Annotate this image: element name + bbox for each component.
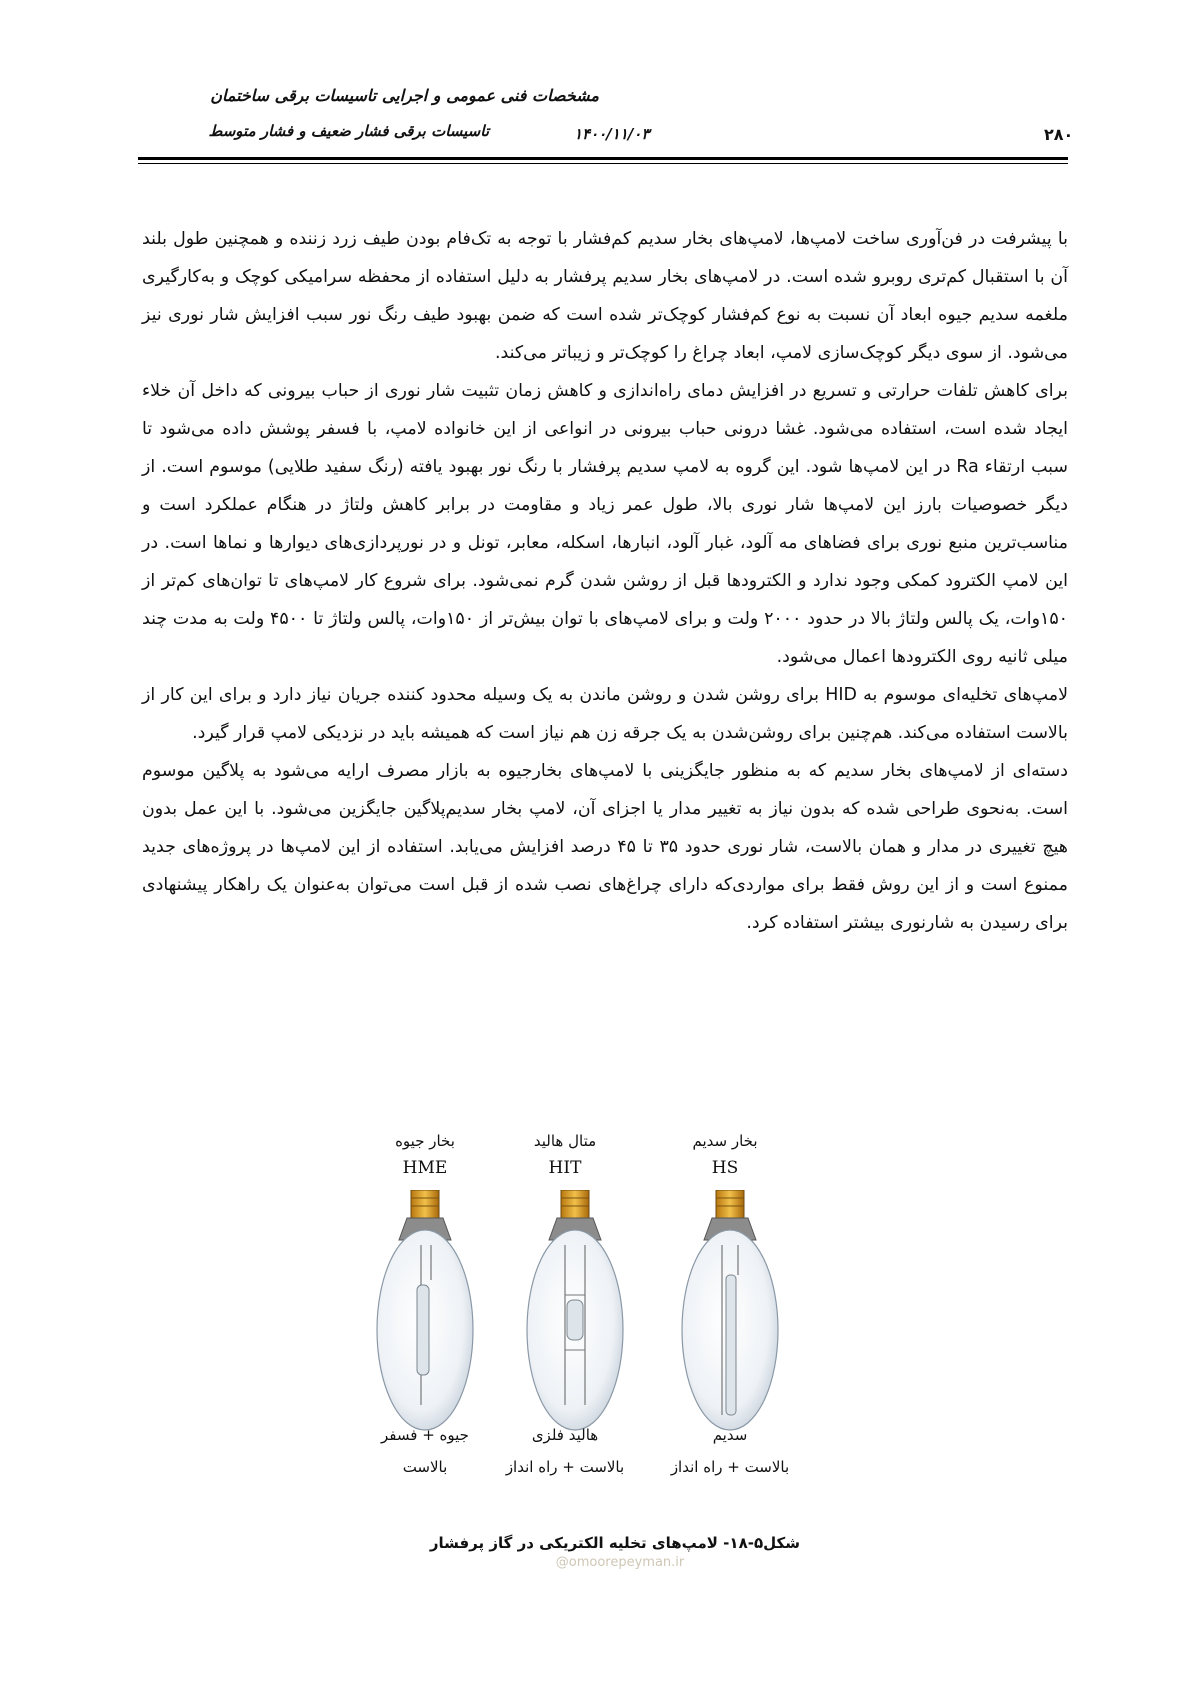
lamp-type-label: متال هالید [533, 1132, 597, 1150]
lamp-component-label: جیوه + فسفر [381, 1426, 469, 1444]
lamp-code-label: HIT [548, 1158, 582, 1178]
paragraph: دسته‌ای از لامپ‌های بخار سدیم که به منظور جایگزینی با لامپ‌های بخارجیوه به بازار مصرف ارایه می‌شود به پلاگین موسوم است. به‌نحوی طراحی شده که بدون نیاز به تغییر مدار یا اجزای آن، لامپ بخار سدیم‌پلاگین جایگزین می‌شود. با این عمل بدون هیچ تغییری در مدار و همان بالاست، شار نوری حدود ۳۵ تا ۴۵ درصد افزایش می‌یابد. استفاده از این لامپ‌ها در پروژه‌های جدید ممنوع است و از این روش فقط برای مواردی‌که دارای چراغ‌های نصب شده از قبل است می‌توان به‌عنوان یک راهکار پیشنهادی برای رسیدن به شارنوری بیشتر استفاده کرد. [142, 761, 1068, 933]
figure-caption: شکل۵-۱۸- لامپ‌های تخلیه الکتریکی در گاز پرفشار [429, 1534, 800, 1552]
lamp-figure [380, 1132, 850, 1510]
header-rule-thick [138, 157, 1068, 160]
header-title: مشخصات فنی عمومی و اجرایی تاسیسات برقی ساختمان [210, 86, 599, 105]
lamp-illustration [370, 1190, 790, 1450]
header-date: ۱۴۰۰/۱۱/۰۳ [574, 125, 650, 143]
lamp-component-label: سدیم [712, 1426, 748, 1444]
lamp-gear-label: بالاست + راه انداز [505, 1458, 625, 1476]
paragraph: برای کاهش تلفات حرارتی و تسریع در افزایش دمای راه‌اندازی و کاهش زمان تثبیت شار نوری از حباب بیرونی که داخل آن خلاء ایجاد شده است، استفاده می‌شود. غشا درونی حباب بیرونی در انواعی از این خانواده لامپ، با فسفر پوشش داده می‌شود تا سبب ارتقاء Ra در این لامپ‌ها شود. این گروه به لامپ سدیم پرفشار با رنگ نور بهبود یافته (رنگ سفید طلایی) موسوم است. از دیگر خصوصیات بارز این لامپ‌ها شار نوری بالا، طول عمر زیاد و مقاومت در برابر کاهش ولتاژ در هنگام عملکرد است و مناسب‌ترین منبع نوری برای فضاهای مه آلود، غبار آلود، انبارها، اسکله، معابر، تونل و در نورپردازی‌های دیوارها و نماها است. در این لامپ الکترود کمکی وجود ندارد و الکترودها قبل از روشن شدن گرم نمی‌شود. برای شروع کار لامپ‌های تا توان‌های کم‌تر از ۱۵۰وات، یک پالس ولتاژ بالا در حدود ۲۰۰۰ ولت و برای لامپ‌های با توان بیش‌تر از ۱۵۰وات، پالس ولتاژ تا ۴۵۰۰ ولت به مدت چند میلی ثانیه روی الکترودها اعمال می‌شود. [142, 381, 1069, 667]
mercury-lamp-icon [377, 1190, 473, 1430]
lamp-gear-label: بالاست + راه انداز [670, 1458, 790, 1476]
page-number: ۲۸۰ [1044, 125, 1074, 144]
metal-halide-lamp-icon [527, 1190, 623, 1430]
lamp-code-label: HME [402, 1158, 448, 1178]
header-subtitle: تاسیسات برقی فشار ضعیف و فشار متوسط [208, 122, 489, 140]
lamp-component-label: هالید فلزی [531, 1426, 599, 1444]
paragraph: لامپ‌های تخلیه‌ای موسوم به HID برای روشن شدن و روشن ماندن به یک وسیله محدود کننده جریان نیاز دارد و برای این کار از بالاست استفاده می‌کند. هم‌چنین برای روشن‌شدن به یک جرقه زن هم نیاز است که همیشه باید در نزدیکی لامپ قرار گیرد. [142, 685, 1068, 743]
lamp-type-label: بخار سدیم [692, 1132, 758, 1150]
lamp-code-label: HS [711, 1158, 739, 1178]
header-rule-thin [138, 163, 1068, 164]
sodium-lamp-icon [682, 1190, 778, 1430]
watermark: @omoorepeyman.ir [555, 1555, 685, 1570]
paragraph: با پیشرفت در فن‌آوری ساخت لامپ‌ها، لامپ‌های بخار سدیم کم‌فشار با توجه به تک‌فام بودن طیف زرد زننده و همچنین طول بلند آن با استقبال کم‌تری روبرو شده است. در لامپ‌های بخار سدیم پرفشار به دلیل استفاده از محفظه سرامیکی کوچک و به‌کارگیری ملغمه سدیم جیوه ابعاد آن نسبت به نوع کم‌فشار کوچک‌تر شده است که ضمن بهبود طیف رنگ نور سبب افزایش شار نوری نیز می‌شود. از سوی دیگر کوچک‌سازی لامپ، ابعاد چراغ را کوچک‌تر و زیباتر می‌کند. [142, 229, 1068, 363]
lamp-gear-label: بالاست [402, 1458, 448, 1476]
lamp-type-label: بخار جیوه [395, 1132, 455, 1150]
body-text [142, 220, 1068, 942]
